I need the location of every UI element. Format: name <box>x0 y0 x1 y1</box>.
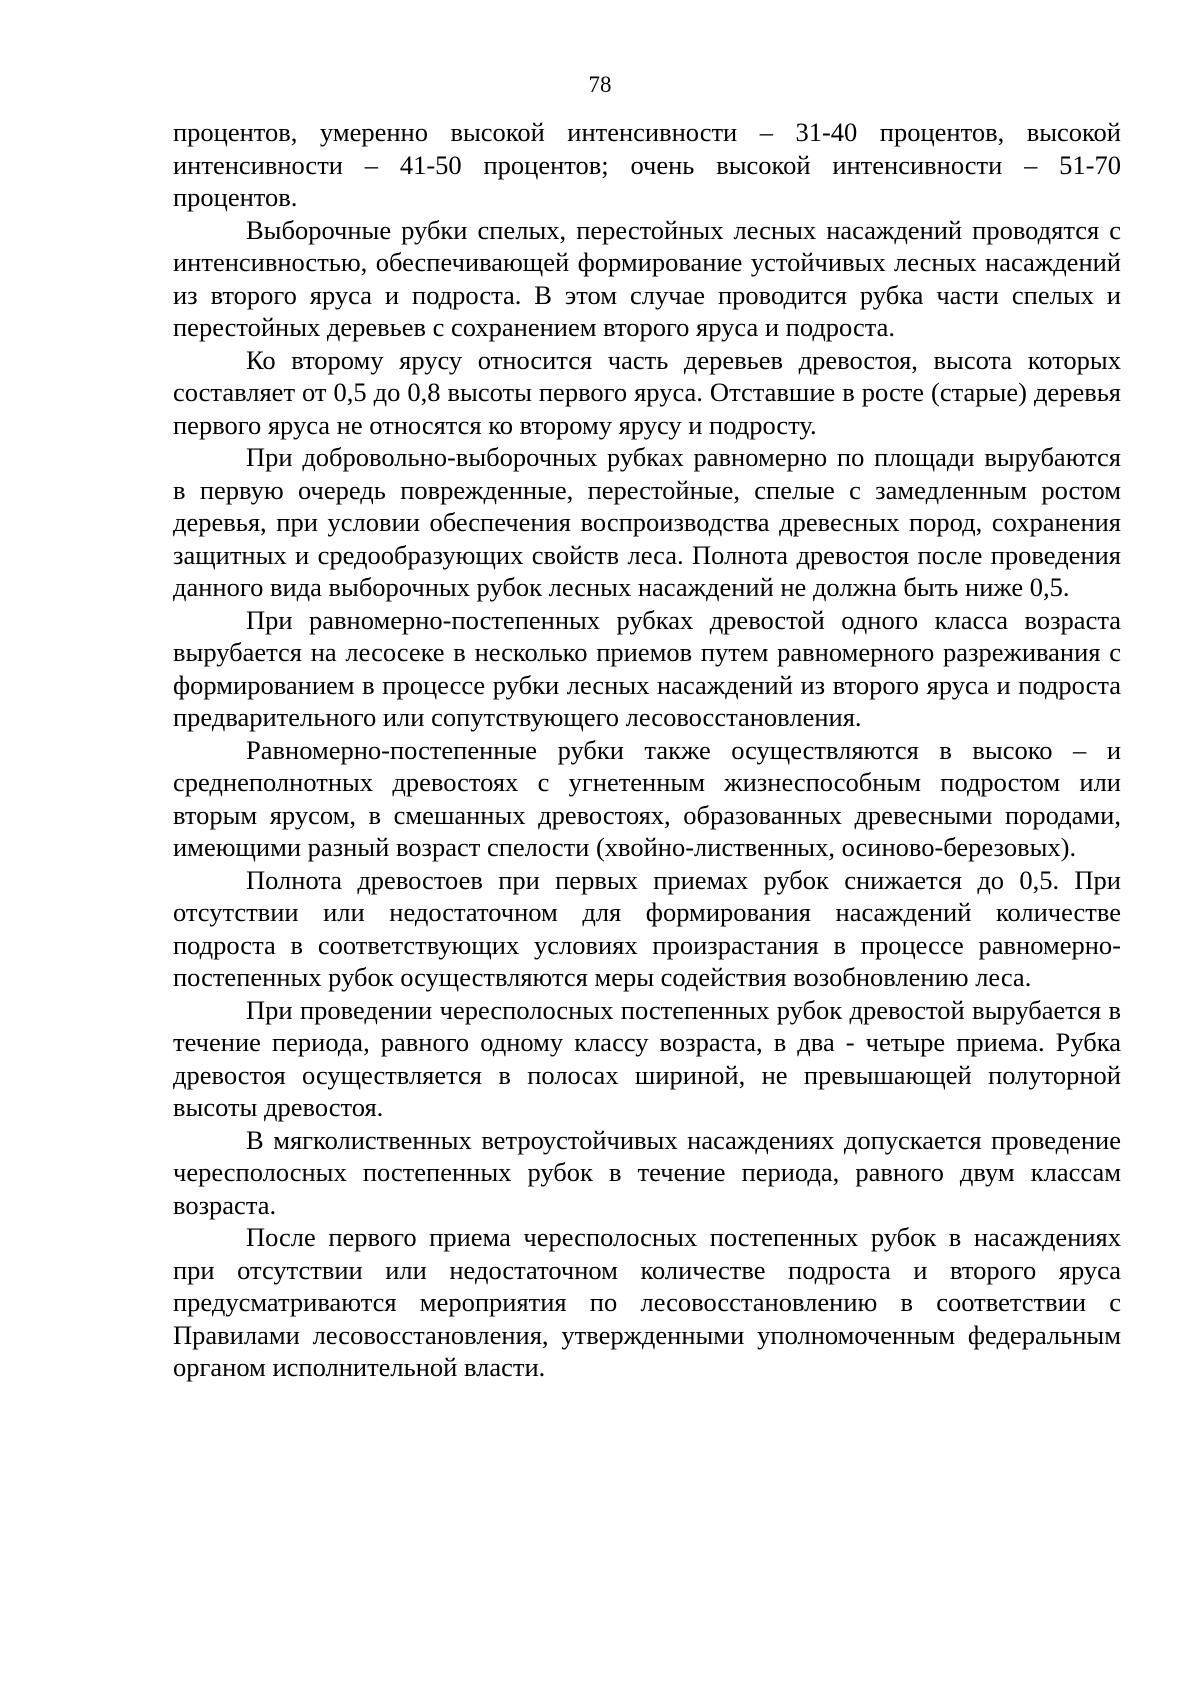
paragraph-soft-leaved-stands: В мягколиственных ветроустойчивых насаждениях допускается проведение чересполосных постепенных рубок в течение периода, равного двум классам возраста. <box>173 1124 1121 1220</box>
paragraph-voluntary-selective: При добровольно-выборочных рубках равномерно по площади вырубаются в первую очередь поврежденные, перестойные, спелые с замедленным ростом деревья, при условии обеспечения воспроизводства древесных пород, сохранения защитных и средообразующих свойств леса. Полнота древостоя после проведения данного вида выборочных рубок лесных насаждений не должна быть ниже 0,5. <box>173 442 1121 602</box>
paragraph-stand-density: Полнота древостоев при первых приемах рубок снижается до 0,5. При отсутствии или недостаточном для формирования насаждений количестве подроста в соответствующих условиях произрастания в процессе равномерно-постепенных рубок осуществляются меры содействия возобновлению леса. <box>173 864 1121 992</box>
paragraph-reforestation: После первого приема чересполосных постепенных рубок в насаждениях при отсутствии или недостаточном количестве подроста и второго яруса предусматриваются мероприятия по лесовосстановлению в соответствии с Правилами лесовосстановления, утвержденными уполномоченным федеральным органом исполнительной власти. <box>173 1222 1121 1382</box>
paragraph-uniform-gradual: При равномерно-постепенных рубках древостой одного класса возраста вырубается на лесосеке в несколько приемов путем равномерного разреживания с формированием в процессе рубки лесных насаждений из второго яруса и подроста предварительного или сопутствующего лесовосстановления. <box>173 604 1121 732</box>
page-number: 78 <box>588 72 612 97</box>
paragraph-selective-cutting: Выборочные рубки спелых, перестойных лесных насаждений проводятся с интенсивностью, обеспечивающей формирование устойчивых лесных насаждений из второго яруса и подроста. В этом случае проводится рубка части спелых и перестойных деревьев с сохранением второго яруса и подроста. <box>173 214 1121 342</box>
paragraph-strip-cutting: При проведении чересполосных постепенных рубок древостой вырубается в течение периода, равного одному классу возраста, в два - четыре приема. Рубка древостоя осуществляется в полосах шириной, не превышающей полуторной высоты древостоя. <box>173 994 1121 1122</box>
document-body <box>173 116 1121 1384</box>
paragraph-continuation: процентов, умеренно высокой интенсивности – 31-40 процентов, высокой интенсивности – 41-50 процентов; очень высокой интенсивности – 51-70 процентов. <box>173 117 1121 212</box>
paragraph-uniform-gradual-stands: Равномерно-постепенные рубки также осуществляются в высоко – и среднеполнотных древостоях с угнетенным жизнеспособным подростом или вторым ярусом, в смешанных древостоях, образованных древесными породами, имеющими разный возраст спелости (хвойно-лиственных, осиново-березовых). <box>173 734 1121 862</box>
paragraph-second-tier: Ко второму ярусу относится часть деревьев древостоя, высота которых составляет от 0,5 до 0,8 высоты первого яруса. Отставшие в росте (старые) деревья первого яруса не относятся ко второму ярусу и подросту. <box>173 344 1121 440</box>
